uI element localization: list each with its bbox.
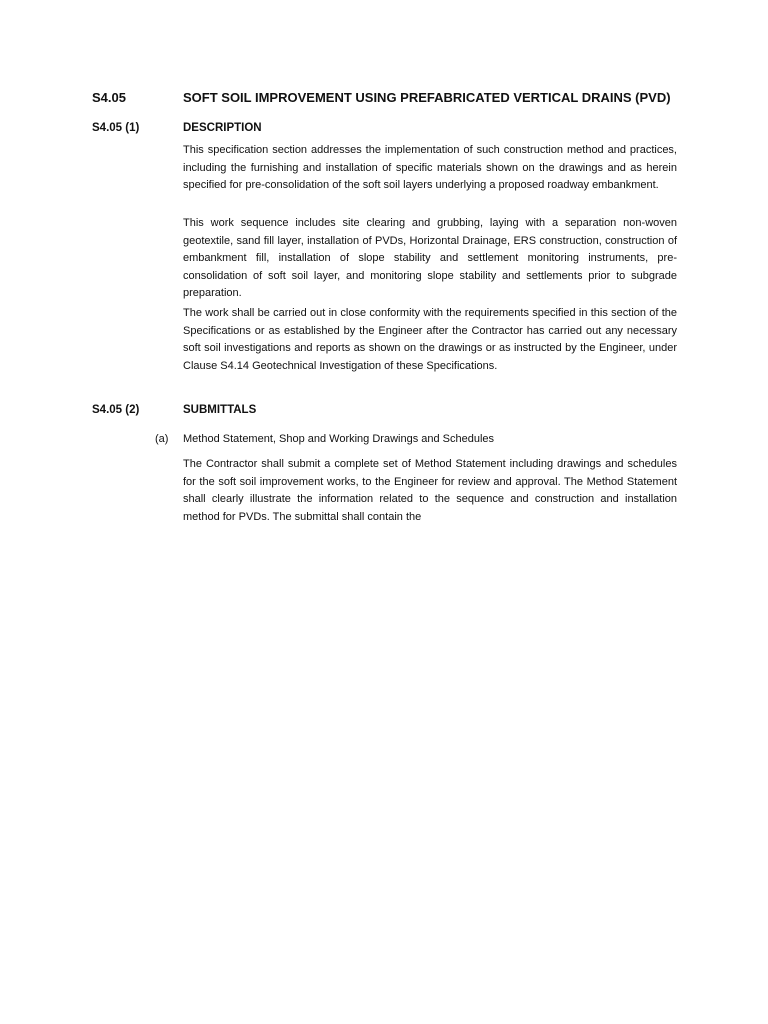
section-number: S4.05 [92, 90, 126, 105]
section-title: SOFT SOIL IMPROVEMENT USING PREFABRICATED VERTICAL DRAINS (PVD) [183, 90, 671, 105]
description-paragraph-3: The work shall be carried out in close conformity with the requirements specified in this section of the Specifications or as established by the Engineer after the Contractor has carried out any necessary soft soil investigations and reports as shown on the drawings or as instructed by the Engineer, under Clause S4.14 Geotechnical Investigation of these Specifications. [183, 307, 677, 372]
description-number: S4.05 (1) [92, 122, 140, 134]
item-a-paragraph: The Contractor shall submit a complete set of Method Statement including drawings and schedules for the soft soil improvement works, to the Engineer for review and approval. The Method Statement shall clearly illustrate the information related to the sequence and construction and installation method for PVDs. The submittal shall contain the [183, 458, 677, 523]
submittals-number: S4.05 (2) [92, 404, 140, 416]
submittals-title: SUBMITTALS [183, 404, 257, 416]
description-title: DESCRIPTION [183, 122, 262, 134]
item-a-title: Method Statement, Shop and Working Drawings and Schedules [183, 433, 495, 445]
item-a-letter: (a) [155, 433, 169, 445]
description-paragraph-2: This work sequence includes site clearing and grubbing, laying with a separation non-woven geotextile, sand fill layer, installation of PVDs, Horizontal Drainage, ERS construction, construction of embankment fill, installation of slope stability and settlement monitoring instruments, pre-consolidation of soft soil layer, and monitoring slope stability and settlements prior to subgrade preparation. [183, 217, 677, 300]
description-paragraph-1: This specification section addresses the implementation of such construction method and practices, including the furnishing and installation of specific materials shown on the drawings and as herein specified for pre-consolidation of the soft soil layers underlying a proposed roadway embankment. [183, 144, 677, 192]
